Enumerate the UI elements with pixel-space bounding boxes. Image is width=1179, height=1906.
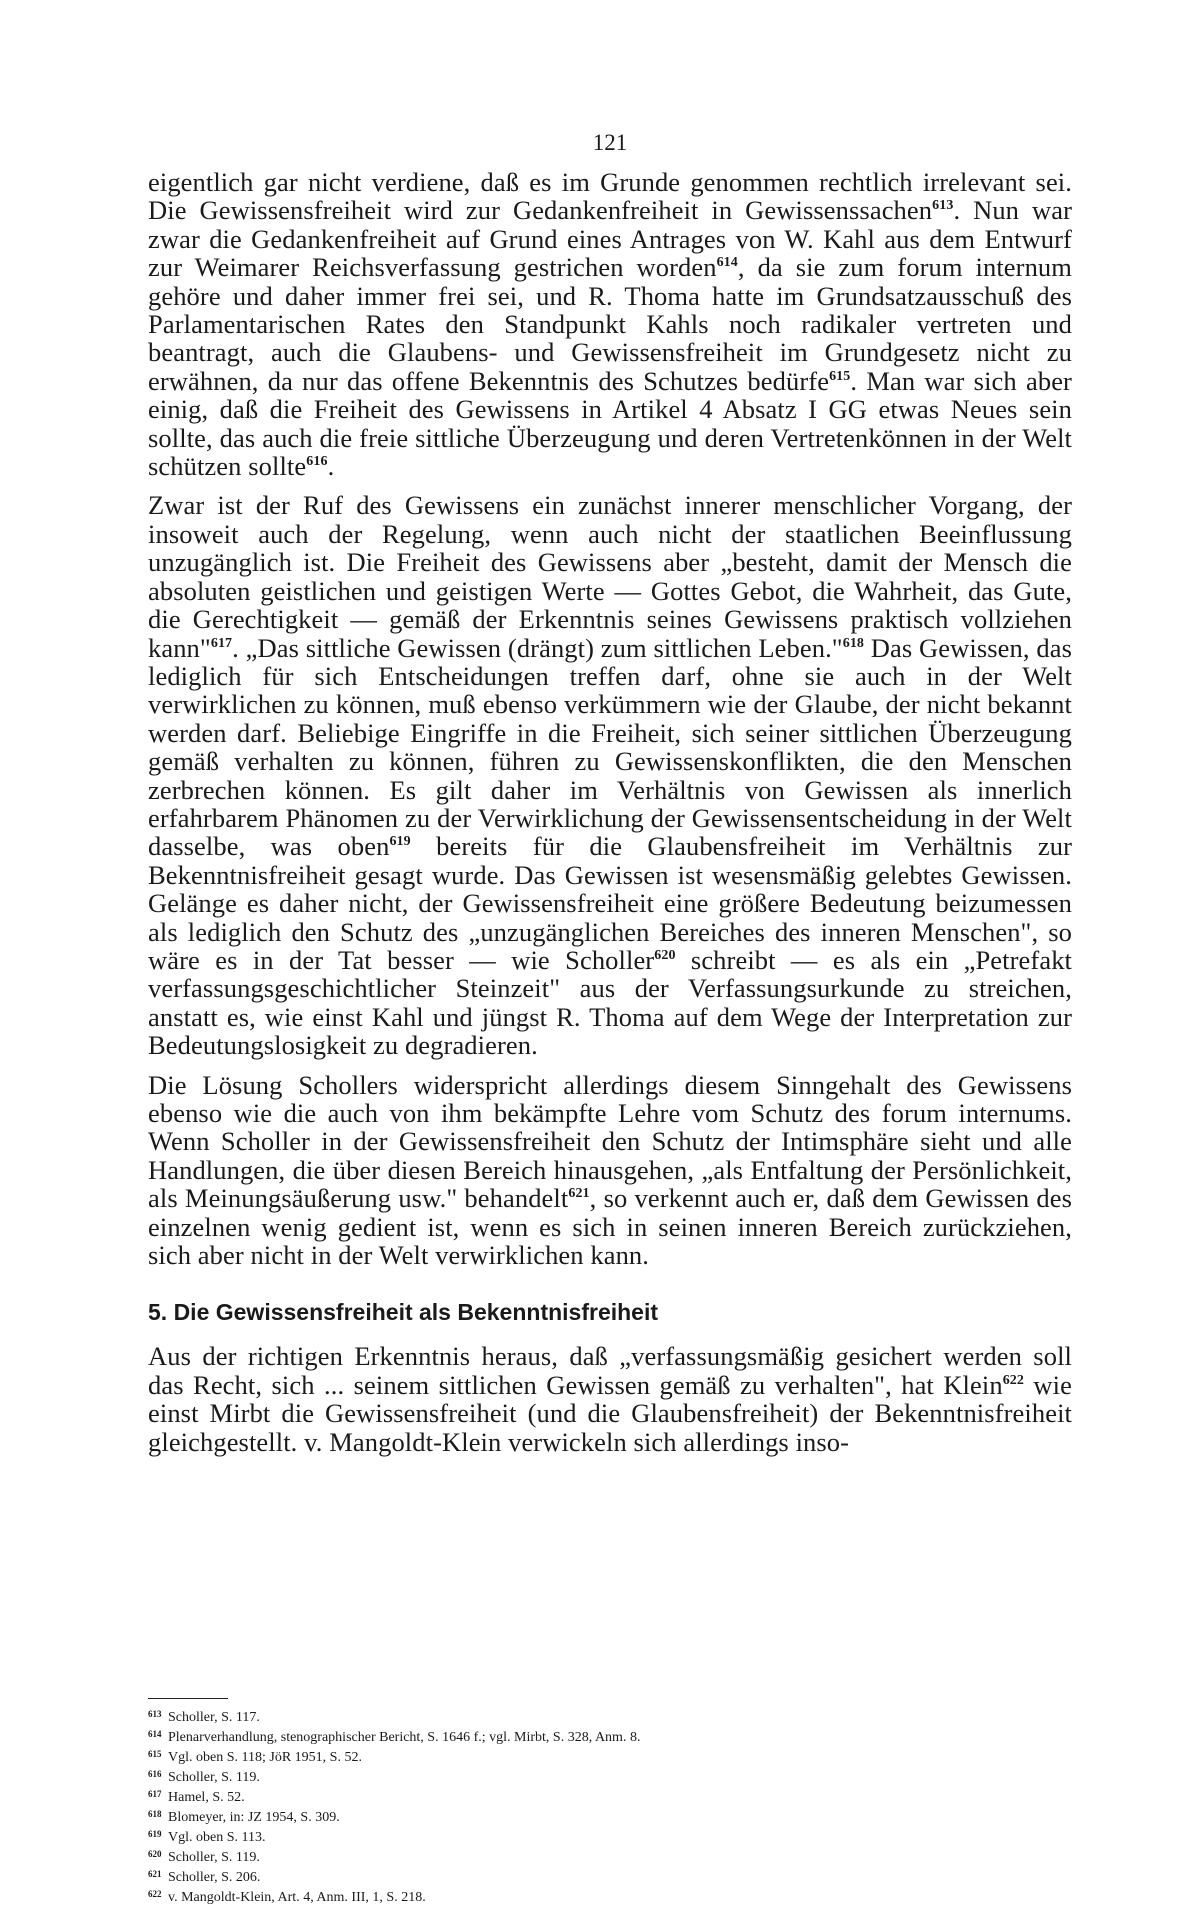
- footnote-number: 613: [148, 1709, 162, 1719]
- footnote: [148, 1826, 1072, 1846]
- text-run: schreibt — es als ein „Petrefakt verfassungsgeschichtlicher Steinzeit" aus der Verfassungsurkunde zu streichen, anstatt es, wie einst Kahl und jüngst R. Thoma auf dem Wege der Interpretation zur Bedeutungslosigkeit zu degradieren.: [148, 944, 1073, 1061]
- footnote-ref-617[interactable]: 617: [210, 635, 233, 651]
- footnote-ref-615[interactable]: 615: [829, 368, 851, 384]
- footnote-ref-614[interactable]: 614: [716, 255, 738, 271]
- footnote-text: Hamel, S. 52.: [168, 1790, 245, 1805]
- text-run: . „Das sittliche Gewissen (drängt) zum sittlichen Leben.": [232, 632, 843, 663]
- footnote: [148, 1846, 1072, 1866]
- footnote-number: 621: [148, 1869, 162, 1879]
- footnote-text: Scholler, S. 119.: [168, 1770, 260, 1785]
- footnote-number: 622: [148, 1889, 162, 1899]
- text-run: Aus der richtigen Erkenntnis heraus, daß „verfassungsmäßig gesichert werden soll das Recht, sich ... seinem sittlichen Gewissen gemäß zu verhalten", hat Klein: [148, 1341, 1072, 1400]
- footnote-text: Scholler, S. 117.: [168, 1710, 260, 1725]
- document-page: [148, 0, 1073, 1905]
- text-run: bereits für die Glaubensfreiheit im Verhältnis zur Bekenntnisfreiheit gesagt wurde. Das Gewissen ist wesensmäßig gelebtes Gewissen. Gelänge es daher nicht, der Gewissensfreiheit eine größere Bedeutung beizumessen als lediglich den Schutz des „unzugänglichen Bereiches des inneren Menschen", so wäre es in der Tat besser — wie Scholler: [148, 831, 1072, 975]
- footnote-text: Plenarverhandlung, stenographischer Bericht, S. 1646 f.; vgl. Mirbt, S. 328, Anm. 8.: [168, 1730, 641, 1745]
- text-run: . Man war sich aber einig, daß die Freiheit des Gewissens in Artikel 4 Absatz I GG etwas Neues sein sollte, das auch die freie sittliche Überzeugung und deren Vertretenkönnen in der Welt schützen sollte: [148, 365, 1072, 482]
- footnote-number: 616: [148, 1769, 162, 1779]
- page-number: 121: [592, 130, 628, 155]
- text-run: Zwar ist der Ruf des Gewissens ein zunächst innerer menschlicher Vorgang, der insoweit auch der Regelung, wenn auch nicht der staatlichen Beeinflussung unzugänglich ist. Die Freiheit des Gewissens aber „besteht, damit der Mensch die absoluten geistlichen und geistigen Werte — Gottes Gebot, die Wahrheit, das Gute, die Gerechtigkeit — gemäß der Erkenntnis seines Gewissens praktisch vollziehen kann": [148, 490, 1072, 663]
- footnote: [148, 1806, 1072, 1826]
- footnote-text: v. Mangoldt-Klein, Art. 4, Anm. III, 1, S. 218.: [168, 1890, 426, 1905]
- footnote: [148, 1746, 1072, 1766]
- footnote-ref-619[interactable]: 619: [389, 834, 411, 850]
- footnote-divider: [148, 1698, 228, 1699]
- footnote-number: 615: [148, 1749, 162, 1759]
- footnote-text: Scholler, S. 206.: [168, 1870, 261, 1885]
- text-run: . Nun war zwar die Gedankenfreiheit auf Grund eines Antrages von W. Kahl aus dem Entwurf zur Weimarer Reichsverfassung gestrichen worden: [148, 195, 1072, 283]
- section-heading: 5. Die Gewissensfreiheit als Bekenntnisfreiheit: [148, 1299, 659, 1326]
- paragraph-1: [148, 168, 1072, 480]
- footnote-text: Vgl. oben S. 118; JöR 1951, S. 52.: [168, 1750, 362, 1765]
- footnote-text: Scholler, S. 119.: [168, 1850, 260, 1865]
- footnote-number: 617: [148, 1789, 162, 1799]
- footnote: [148, 1706, 1072, 1726]
- paragraph-2: [148, 491, 1072, 1059]
- paragraph-4: [148, 1342, 1072, 1456]
- footnotes: [148, 1706, 1072, 1906]
- footnote-text: Blomeyer, in: JZ 1954, S. 309.: [168, 1810, 340, 1825]
- text-run: eigentlich gar nicht verdiene, daß es im Grunde genommen rechtlich irrelevant sei. Die Gewissensfreiheit wird zur Gedankenfreiheit in Gewissenssachen: [148, 167, 1072, 226]
- footnote: [148, 1786, 1072, 1806]
- footnote: [148, 1866, 1072, 1886]
- footnote-text: Vgl. oben S. 113.: [168, 1830, 266, 1845]
- paragraph-3: [148, 1071, 1072, 1270]
- text-run: Die Lösung Schollers widerspricht allerdings diesem Sinngehalt des Gewissens ebenso wie die auch von ihm bekämpfte Lehre vom Schutz des forum internums. Wenn Scholler in der Gewissensfreiheit den Schutz der Intimsphäre sieht und alle Handlungen, die über diesen Bereich hinausgehen, „als Entfaltung der Persönlichkeit, als Meinungsäußerung usw." behandelt: [148, 1069, 1072, 1214]
- footnote-ref-616[interactable]: 616: [306, 454, 328, 470]
- text-run: .: [327, 451, 335, 482]
- footnote-ref-620[interactable]: 620: [654, 947, 676, 963]
- footnote: [148, 1766, 1072, 1786]
- footnote-ref-613[interactable]: 613: [932, 198, 954, 214]
- footnote-ref-618[interactable]: 618: [842, 635, 865, 651]
- body-text: [148, 168, 1072, 1456]
- footnote-number: 619: [148, 1829, 162, 1839]
- footnote: [148, 1726, 1072, 1746]
- text-run: , so verkennt auch er, daß dem Gewissen des einzelnen wenig gedient ist, wenn es sich in seinen inneren Bereich zurückziehen, sich aber nicht in der Welt verwirklichen kann.: [148, 1183, 1072, 1271]
- text-run: Das Gewissen, das lediglich für sich Entscheidungen treffen darf, ohne sie auch in der Welt verwirklichen zu können, muß ebenso verkümmern wie der Glaube, der nicht bekannt werden darf. Beliebige Eingriffe in die Freiheit, sich seiner sittlichen Überzeugung gemäß verhalten zu können, führen zu Gewissenskonflikten, die den Menschen zerbrechen können. Es gilt daher im Verhältnis von Gewissen als innerlich erfahrbarem Phänomen zu der Verwirklichung der Gewissensentscheidung in der Welt dasselbe, was oben: [148, 632, 1073, 862]
- text-run: wie einst Mirbt die Gewissensfreiheit (und die Glaubensfreiheit) der Bekenntnisfreiheit gleichgestellt. v. Mangoldt-Klein verwickeln sich allerdings inso-: [148, 1369, 1072, 1457]
- footnote-ref-621[interactable]: 621: [568, 1186, 590, 1202]
- footnote-number: 618: [148, 1809, 162, 1819]
- footnote: [148, 1886, 1072, 1906]
- footnote-number: 614: [148, 1729, 162, 1739]
- footnote-number: 620: [148, 1849, 162, 1859]
- footnote-ref-622[interactable]: 622: [1002, 1372, 1025, 1388]
- text-run: , da sie zum forum internum gehöre und daher immer frei sei, und R. Thoma hatte im Grundsatzausschuß des Parlamentarischen Rates den Standpunkt Kahls noch radikaler vertreten und beantragt, auch die Glaubens- und Gewissensfreiheit im Grundgesetz nicht zu erwähnen, da nur das offene Bekenntnis des Schutzes bedürfe: [148, 252, 1072, 396]
